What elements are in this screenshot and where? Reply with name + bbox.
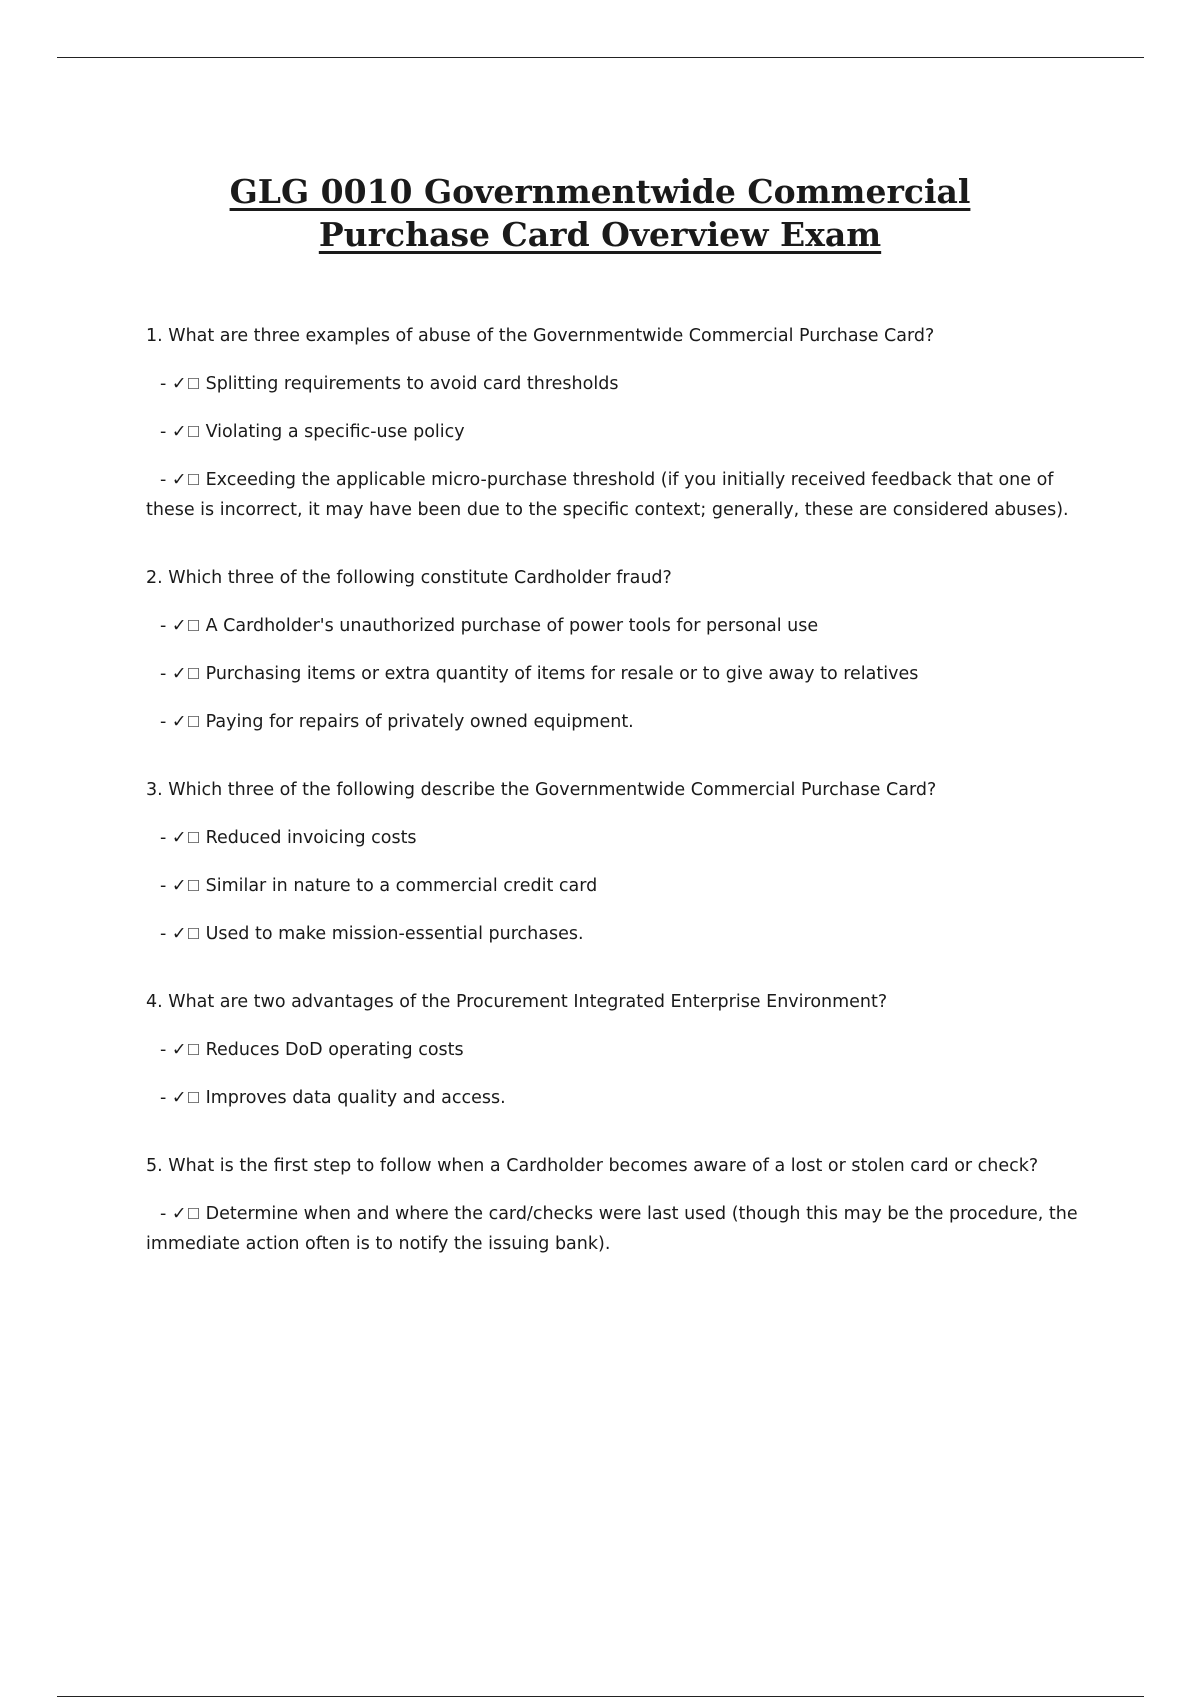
answer-text: Violating a specific-use policy xyxy=(205,422,465,442)
checkbox-icon: ☐ xyxy=(186,375,201,393)
question-block-4 xyxy=(146,987,1090,1113)
answer-text: Paying for repairs of privately owned equipment. xyxy=(205,712,634,732)
answer-dash: - xyxy=(160,664,172,684)
answer-dash: - xyxy=(160,1040,172,1060)
check-icon: ✓ xyxy=(171,616,187,636)
checkbox-icon: ☐ xyxy=(186,665,201,683)
bottom-rule xyxy=(57,1696,1144,1697)
question-text: 2. Which three of the following constitute Cardholder fraud? xyxy=(146,568,672,588)
top-rule xyxy=(57,57,1144,58)
answer-item xyxy=(146,659,1090,689)
checkbox-icon: ☐ xyxy=(186,617,201,635)
answer-text: Reduced invoicing costs xyxy=(205,828,417,848)
question-block-2 xyxy=(146,563,1090,737)
check-icon: ✓ xyxy=(171,1088,187,1108)
checkbox-icon: ☐ xyxy=(186,1089,201,1107)
answer-text: Similar in nature to a commercial credit card xyxy=(205,876,598,896)
question-block-1 xyxy=(146,321,1090,525)
checkbox-icon: ☐ xyxy=(186,829,201,847)
answer-item xyxy=(146,919,1090,949)
answer-item xyxy=(146,871,1090,901)
checkbox-icon: ☐ xyxy=(186,713,201,731)
question-text: 5. What is the first step to follow when a Cardholder becomes aware of a lost or stolen card or check? xyxy=(146,1156,1039,1176)
question-block-3 xyxy=(146,775,1090,949)
check-icon: ✓ xyxy=(171,422,187,442)
check-icon: ✓ xyxy=(171,1040,187,1060)
answer-text: Used to make mission-essential purchases. xyxy=(205,924,584,944)
answer-dash: - xyxy=(160,374,172,394)
answer-text: Splitting requirements to avoid card thresholds xyxy=(205,374,619,394)
answer-item xyxy=(146,611,1090,641)
answer-dash: - xyxy=(160,470,172,490)
answer-text: Reduces DoD operating costs xyxy=(205,1040,464,1060)
checkbox-icon: ☐ xyxy=(186,423,201,441)
answer-item xyxy=(146,823,1090,853)
answer-item xyxy=(146,1035,1090,1065)
answer-item xyxy=(146,417,1090,447)
check-icon: ✓ xyxy=(171,1204,187,1224)
answer-dash: - xyxy=(160,876,172,896)
answer-item xyxy=(146,1083,1090,1113)
check-icon: ✓ xyxy=(171,664,187,684)
answer-item xyxy=(146,465,1090,525)
answer-dash: - xyxy=(160,712,172,732)
answer-text: Exceeding the applicable micro-purchase threshold (if you initially received feedback that one of these is incorrect, it may have been due to the specific context; generally, these are considered abuses). xyxy=(146,470,1069,520)
question-text: 4. What are two advantages of the Procurement Integrated Enterprise Environment? xyxy=(146,992,888,1012)
answer-dash: - xyxy=(160,616,172,636)
question-text: 3. Which three of the following describe the Governmentwide Commercial Purchase Card? xyxy=(146,780,937,800)
check-icon: ✓ xyxy=(171,712,187,732)
check-icon: ✓ xyxy=(171,924,187,944)
answer-item xyxy=(146,707,1090,737)
answer-dash: - xyxy=(160,1088,172,1108)
question-list xyxy=(146,321,1090,1297)
checkbox-icon: ☐ xyxy=(186,471,201,489)
checkbox-icon: ☐ xyxy=(186,925,201,943)
check-icon: ✓ xyxy=(171,374,187,394)
question-text: 1. What are three examples of abuse of the Governmentwide Commercial Purchase Card? xyxy=(146,326,935,346)
answer-text: Determine when and where the card/checks were last used (though this may be the procedure, the immediate action often is to notify the issuing bank). xyxy=(146,1204,1078,1254)
answer-dash: - xyxy=(160,924,172,944)
answer-dash: - xyxy=(160,828,172,848)
answer-dash: - xyxy=(160,1204,172,1224)
check-icon: ✓ xyxy=(171,470,187,490)
answer-dash: - xyxy=(160,422,172,442)
answer-item xyxy=(146,369,1090,399)
answer-text: Purchasing items or extra quantity of items for resale or to give away to relatives xyxy=(205,664,919,684)
page-title: GLG 0010 Governmentwide Commercial Purchase Card Overview Exam xyxy=(229,172,971,254)
answer-text: Improves data quality and access. xyxy=(205,1088,506,1108)
check-icon: ✓ xyxy=(171,876,187,896)
answer-item xyxy=(146,1199,1090,1259)
checkbox-icon: ☐ xyxy=(186,1041,201,1059)
check-icon: ✓ xyxy=(171,828,187,848)
question-block-5 xyxy=(146,1151,1090,1259)
answer-text: A Cardholder's unauthorized purchase of power tools for personal use xyxy=(205,616,819,636)
checkbox-icon: ☐ xyxy=(186,877,201,895)
checkbox-icon: ☐ xyxy=(186,1205,201,1223)
